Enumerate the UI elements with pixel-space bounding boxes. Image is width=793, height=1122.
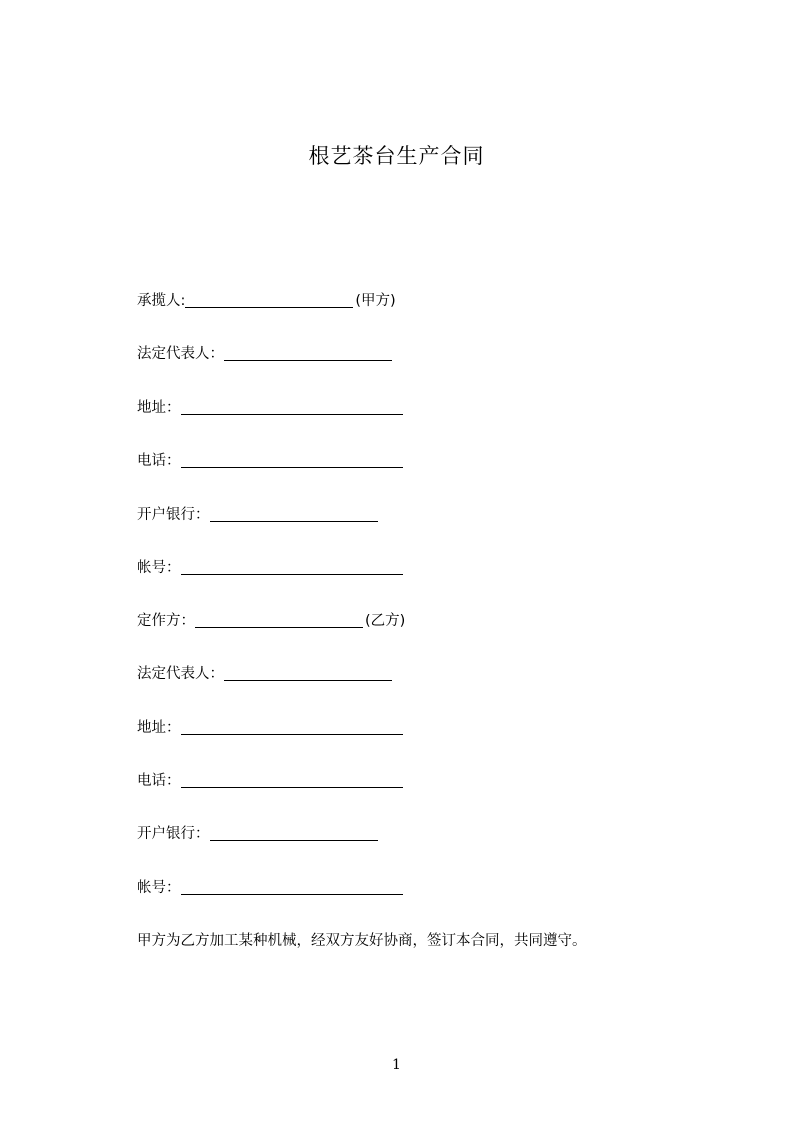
party-a-contractor-label: 承揽人: — [137, 293, 186, 309]
party-b-bank-label: 开户银行： — [137, 826, 210, 842]
party-b-account-blank — [181, 879, 403, 895]
party-a-bank-label: 开户银行： — [137, 507, 210, 523]
party-a-account-label: 帐号： — [137, 560, 181, 576]
party-b-orderer-label: 定作方： — [137, 613, 195, 629]
party-a-account-line — [137, 557, 403, 579]
party-a-legal-rep-blank — [224, 345, 392, 361]
party-a-phone-blank — [181, 452, 403, 468]
party-a-account-blank — [181, 559, 403, 575]
party-a-suffix: (甲方) — [355, 293, 396, 309]
party-a-contractor-line — [137, 290, 396, 312]
party-b-address-label: 地址： — [137, 720, 181, 736]
party-b-phone-blank — [181, 772, 403, 788]
party-a-address-blank — [181, 399, 403, 415]
party-b-legal-rep-line — [137, 663, 392, 685]
party-b-orderer-line — [137, 610, 405, 632]
party-a-phone-label: 电话： — [137, 453, 181, 469]
party-b-phone-line — [137, 770, 403, 792]
party-b-suffix: (乙方) — [365, 613, 406, 629]
page-title: 根艺茶台生产合同 — [308, 144, 485, 168]
party-b-bank-line — [137, 823, 378, 845]
party-a-address-line — [137, 397, 403, 419]
page-number: 1 — [392, 1057, 401, 1073]
party-a-address-label: 地址： — [137, 400, 181, 416]
party-b-account-label: 帐号： — [137, 880, 181, 896]
party-b-bank-blank — [210, 825, 378, 841]
party-a-phone-line — [137, 450, 403, 472]
party-a-legal-rep-label: 法定代表人： — [137, 346, 224, 362]
party-b-phone-label: 电话： — [137, 773, 181, 789]
party-b-legal-rep-label: 法定代表人： — [137, 666, 224, 682]
party-b-account-line — [137, 877, 403, 899]
contract-statement: 甲方为乙方加工某种机械，经双方友好协商，签订本合同，共同遵守。 — [137, 933, 587, 949]
party-b-address-line — [137, 717, 403, 739]
party-a-legal-rep-line — [137, 343, 392, 365]
party-a-bank-line — [137, 504, 378, 526]
party-b-legal-rep-blank — [224, 665, 392, 681]
party-a-contractor-blank — [185, 292, 353, 308]
party-a-bank-blank — [210, 506, 378, 522]
party-b-address-blank — [181, 719, 403, 735]
party-b-orderer-blank — [195, 612, 363, 628]
